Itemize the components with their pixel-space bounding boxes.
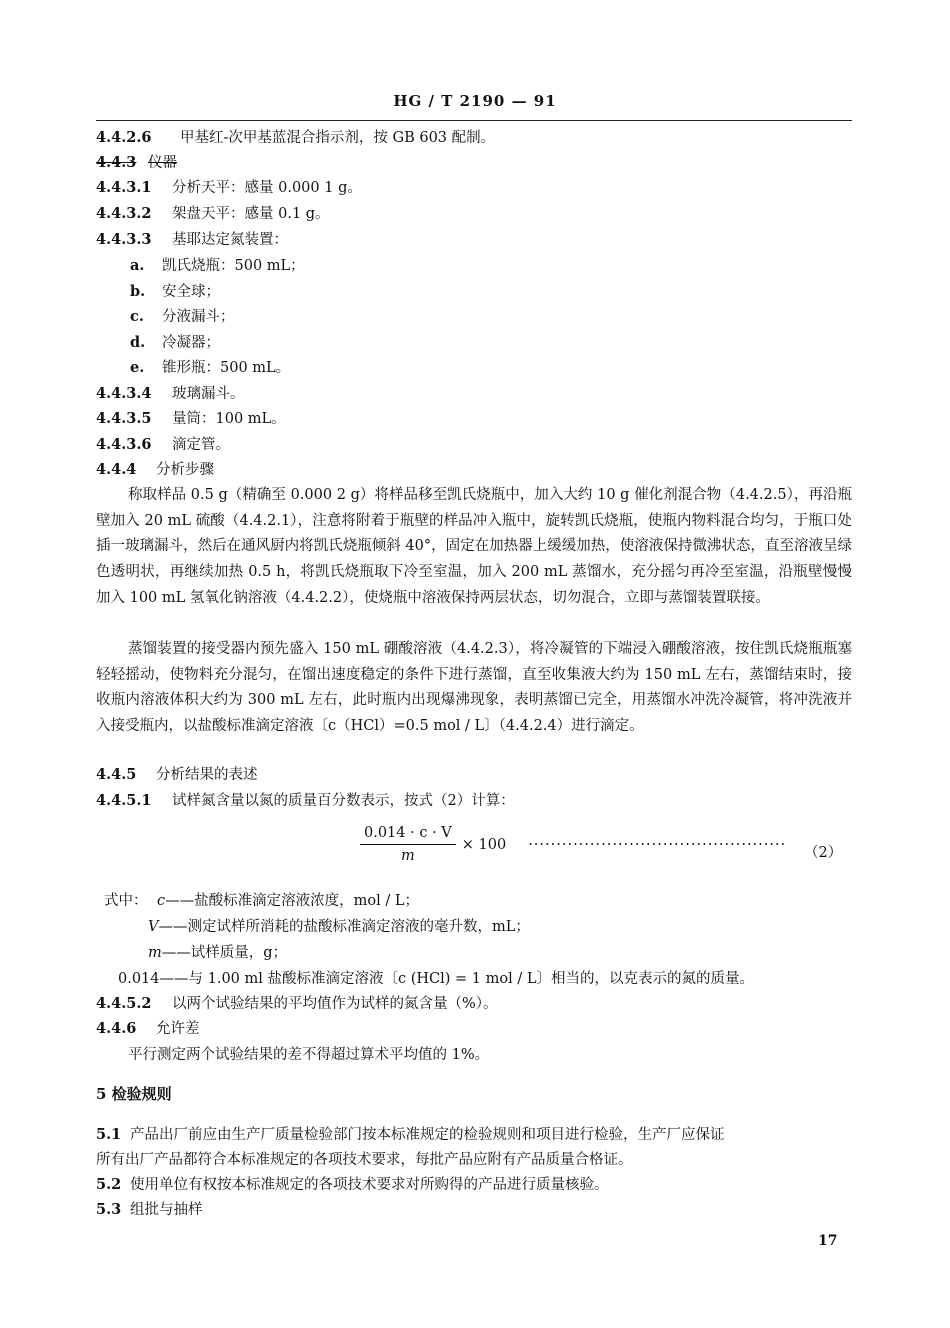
clause-5-1-continued: 所有出厂产品都符合本标准规定的各项技术要求，每批产品应附有产品质量合格证。 [96,1152,633,1168]
list-item [130,333,220,353]
clause-number: 4.4.3.4 [96,385,152,402]
clause-4-4-5 [96,765,258,785]
clause-text: 基耶达定氮装置： [172,232,288,248]
definition-symbol: 0.014 [118,971,160,987]
page-header: HG / T 2190 — 91 [393,92,557,110]
definition-symbol: V [148,919,159,935]
definition-c [157,889,419,910]
clause-text: 以两个试验结果的平均值作为试样的氮含量（%）。 [172,996,498,1012]
clause-4-4-3-3 [96,230,288,250]
clause-4-4-4 [96,460,214,480]
formula-numerator: 0.014 · c · V [360,825,456,845]
procedure-paragraph-2 [96,637,852,740]
definition-text: ——与 1.00 ml 盐酸标准滴定溶液〔c (HCl) = 1 mol / L〕相当的，以克表示的氮的质量。 [159,971,754,987]
clause-5-3 [96,1200,203,1220]
clause-text: 甲基红-次甲基蓝混合指示剂，按 GB 603 配制。 [180,130,496,146]
clause-4-4-3-1 [96,178,362,198]
list-item [130,358,290,378]
clause-text: 组批与抽样 [130,1202,203,1218]
page-number: 17 [818,1233,838,1249]
nitrogen-formula [360,825,843,864]
clause-number: 4.4.3.2 [96,205,152,222]
formula-leader-dots: ·············································· [528,836,787,853]
clause-number: 5.1 [96,1126,122,1143]
clause-number: 4.4.3.1 [96,179,152,196]
section-5-title: 5 检验规则 [96,1085,172,1103]
list-item [130,256,305,276]
procedure-paragraph-1 [96,483,852,612]
definition-constant [118,967,754,988]
list-text: 锥形瓶：500 mL。 [162,360,291,376]
clause-4-4-5-2 [96,994,498,1014]
clause-text: 允许差 [156,1021,200,1037]
clause-number: 4.4.3.5 [96,410,152,427]
list-marker: e. [130,359,145,376]
formula-denominator: m [401,848,415,864]
clause-number: 4.4.5.1 [96,792,152,809]
list-item [130,307,235,327]
clause-4-4-3 [96,153,177,173]
clause-5-2 [96,1175,609,1195]
list-marker: d. [130,334,146,351]
clause-4-4-2-6 [96,128,495,148]
clause-4-4-6 [96,1019,200,1039]
definition-symbol: m [148,945,162,961]
definition-m [148,941,287,962]
definition-text: ——盐酸标准滴定溶液浓度，mol / L； [165,893,419,909]
clause-number: 4.4.6 [96,1020,137,1037]
clause-text: 使用单位有权按本标准规定的各项技术要求对所购得的产品进行质量核验。 [130,1177,609,1193]
list-text: 分液漏斗； [162,309,235,325]
clause-number: 4.4.3.6 [96,436,152,453]
clause-number: 4.4.5 [96,766,137,783]
clause-4-4-3-4 [96,384,245,404]
definition-v [148,915,530,936]
clause-number: 4.4.3.3 [96,231,152,248]
clause-4-4-3-2 [96,204,330,224]
clause-4-4-3-6 [96,435,230,455]
clause-text: 产品出厂前应由生产厂质量检验部门按本标准规定的检验规则和项目进行检验，生产厂应保证 [130,1127,725,1143]
definition-lead: 式中： [104,893,148,909]
list-marker: a. [130,257,145,274]
paragraph-text: 称取样品 0.5 g（精确至 0.000 2 g）将样品移至凯氏烧瓶中，加入大约 10 g 催化剂混合物（4.4.2.5），再沿瓶壁加入 20 mL 硫酸（4.4.2.1），注意将附着于瓶壁的样品冲入瓶中，旋转凯氏烧瓶，使瓶内物料混合均匀，于瓶口处插一玻璃漏斗，然后在通风厨内将凯氏烧瓶倾斜 40°，固定在加热器上缓缓加热，使溶液保持微沸状态，直至溶液呈绿色透明状，再继续加热 0.5 h，将凯氏烧瓶取下冷至室温，加入 200 mL 蒸馏水，充分摇匀再冷至室温，沿瓶壁慢慢加入 100 mL 氢氧化钠溶液（4.4.2.2），使烧瓶中溶液保持两层状态，切勿混合，立即与蒸馏装置联接。 [96,487,852,606]
list-item [130,282,220,302]
clause-number: 4.4.4 [96,461,137,478]
clause-number: 5.3 [96,1201,122,1218]
formula-multiplier: × 100 [461,836,507,853]
list-text: 冷凝器； [162,335,220,351]
definition-text: ——试样质量，g； [161,945,288,961]
clause-text: 分析天平：感量 0.000 1 g。 [172,180,362,196]
list-marker: c. [130,308,144,325]
clause-text: 分析结果的表述 [156,767,258,783]
clause-text: 玻璃漏斗。 [172,386,245,402]
clause-number: 4.4.5.2 [96,995,152,1012]
definition-text: ——测定试样所消耗的盐酸标准滴定溶液的毫升数，mL； [158,919,530,935]
list-text: 凯氏烧瓶：500 mL； [162,258,305,274]
equation-number: （2） [804,845,843,861]
clause-text: 滴定管。 [172,437,230,453]
clause-4-4-5-1 [96,791,515,811]
clause-text: 仪器 [148,155,177,171]
clause-text: 量筒：100 mL。 [172,411,286,427]
clause-4-4-3-5 [96,409,286,429]
definition-symbol: c [157,893,166,909]
list-text: 安全球； [162,284,220,300]
clause-5-1 [96,1125,725,1145]
list-marker: b. [130,283,146,300]
tolerance-paragraph: 平行测定两个试验结果的差不得超过算术平均值的 1%。 [128,1047,490,1063]
clause-text: 试样氮含量以氮的质量百分数表示，按式（2）计算： [172,793,515,809]
clause-text: 架盘天平：感量 0.1 g。 [172,206,330,222]
paragraph-text: 蒸馏装置的接受器内预先盛入 150 mL 硼酸溶液（4.4.2.3），将冷凝管的下端浸入硼酸溶液，按住凯氏烧瓶瓶塞轻轻摇动，使物料充分混匀，在馏出速度稳定的条件下进行蒸馏，直至收集液大约为 150 mL 左右，蒸馏结束时，接收瓶内溶液体积大约为 300 mL 左右，此时瓶内出现爆沸现象，表明蒸馏已完全，用蒸馏水冲洗冷凝管，将冲洗液并入接受瓶内，以盐酸标准滴定溶液〔c（HCl）=0.5 mol / L〕（4.4.2.4）进行滴定。 [96,641,852,735]
clause-text: 分析步骤 [156,462,214,478]
header-rule [96,120,852,121]
clause-number: 5.2 [96,1176,122,1193]
clause-number: 4.4.3 [96,154,137,171]
clause-number: 4.4.2.6 [96,129,152,146]
formula-fraction [360,825,456,864]
